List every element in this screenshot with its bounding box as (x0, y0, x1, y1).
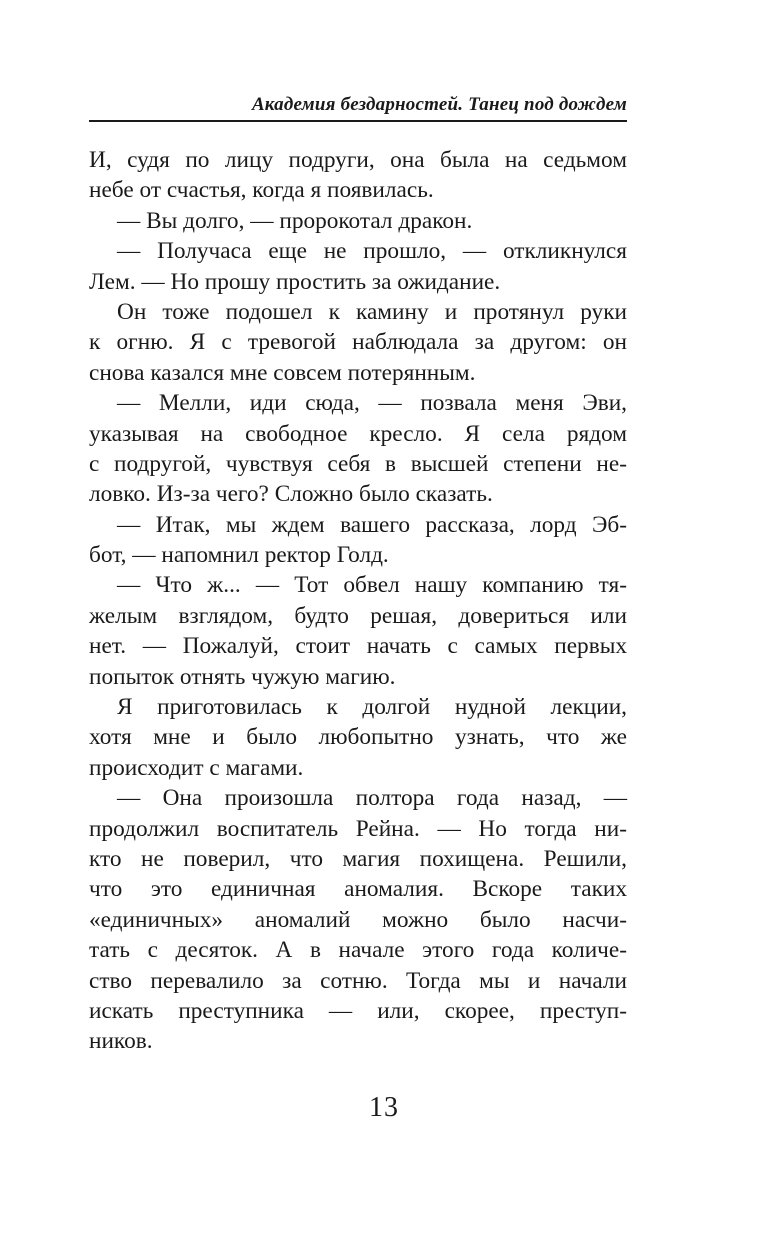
text-line: «единичных» аномалий можно было насчи- (89, 906, 627, 933)
page-body-text (89, 145, 627, 1057)
text-line: продолжил воспитатель Рейна. — Но тогда ни- (89, 815, 627, 842)
text-line: ников. (89, 1028, 153, 1055)
text-line: искать преступника — или, скорее, преступ- (89, 997, 627, 1024)
text-line: — Получаса еще не прошло, — откликнулся (117, 238, 627, 265)
text-line: желым взглядом, будто решая, довериться или (89, 602, 627, 629)
text-line: — Вы долго, — пророкотал дракон. (117, 207, 473, 234)
text-line: — Что ж... — Тот обвел нашу компанию тя- (117, 572, 627, 599)
text-line: Лем. — Но прошу простить за ожидание. (89, 268, 501, 295)
text-line: хотя мне и было любопытно узнать, что же (89, 724, 627, 751)
text-line: ловко. Из-за чего? Сложно было сказать. (89, 481, 493, 508)
text-line: — Она произошла полтора года назад, — (117, 785, 627, 812)
text-line: — Мелли, иди сюда, — позвала меня Эви, (117, 390, 627, 417)
text-line: происходит с магами. (89, 754, 304, 781)
text-line: — Итак, мы ждем вашего рассказа, лорд Эб- (117, 511, 627, 538)
text-line: указывая на свободное кресло. Я села рядом (89, 420, 627, 447)
text-line: И, судя по лицу подруги, она была на седьмом (89, 147, 627, 173)
text-line: к огню. Я с тревогой наблюдала за другом: он (89, 329, 627, 356)
text-line: небе от счастья, когда я появилась. (89, 177, 434, 204)
text-line: нет. — Пожалуй, стоит начать с самых первых (89, 633, 627, 660)
text-line: что это единичная аномалия. Вскоре таких (89, 876, 627, 903)
text-line: кто не поверил, что магия похищена. Решили, (89, 845, 627, 872)
text-line: тать с десяток. А в начале этого года количе- (89, 937, 627, 964)
header-divider (89, 120, 627, 122)
text-line: бот, — напомнил ректор Голд. (89, 542, 389, 569)
text-line: Я приготовилась к долгой нудной лекции, (117, 694, 627, 721)
text-line: ство перевалило за сотню. Тогда мы и начали (89, 967, 627, 994)
page-number: 13 (369, 1092, 399, 1123)
text-line: снова казался мне совсем потерянным. (89, 359, 476, 386)
book-title: Академия бездарностей. Танец под дождем (251, 94, 627, 115)
text-line: Он тоже подошел к камину и протянул руки (117, 298, 627, 325)
text-line: попыток отнять чужую магию. (89, 663, 396, 690)
text-line: с подругой, чувствуя себя в высшей степени не- (89, 450, 627, 477)
running-header (89, 86, 627, 122)
